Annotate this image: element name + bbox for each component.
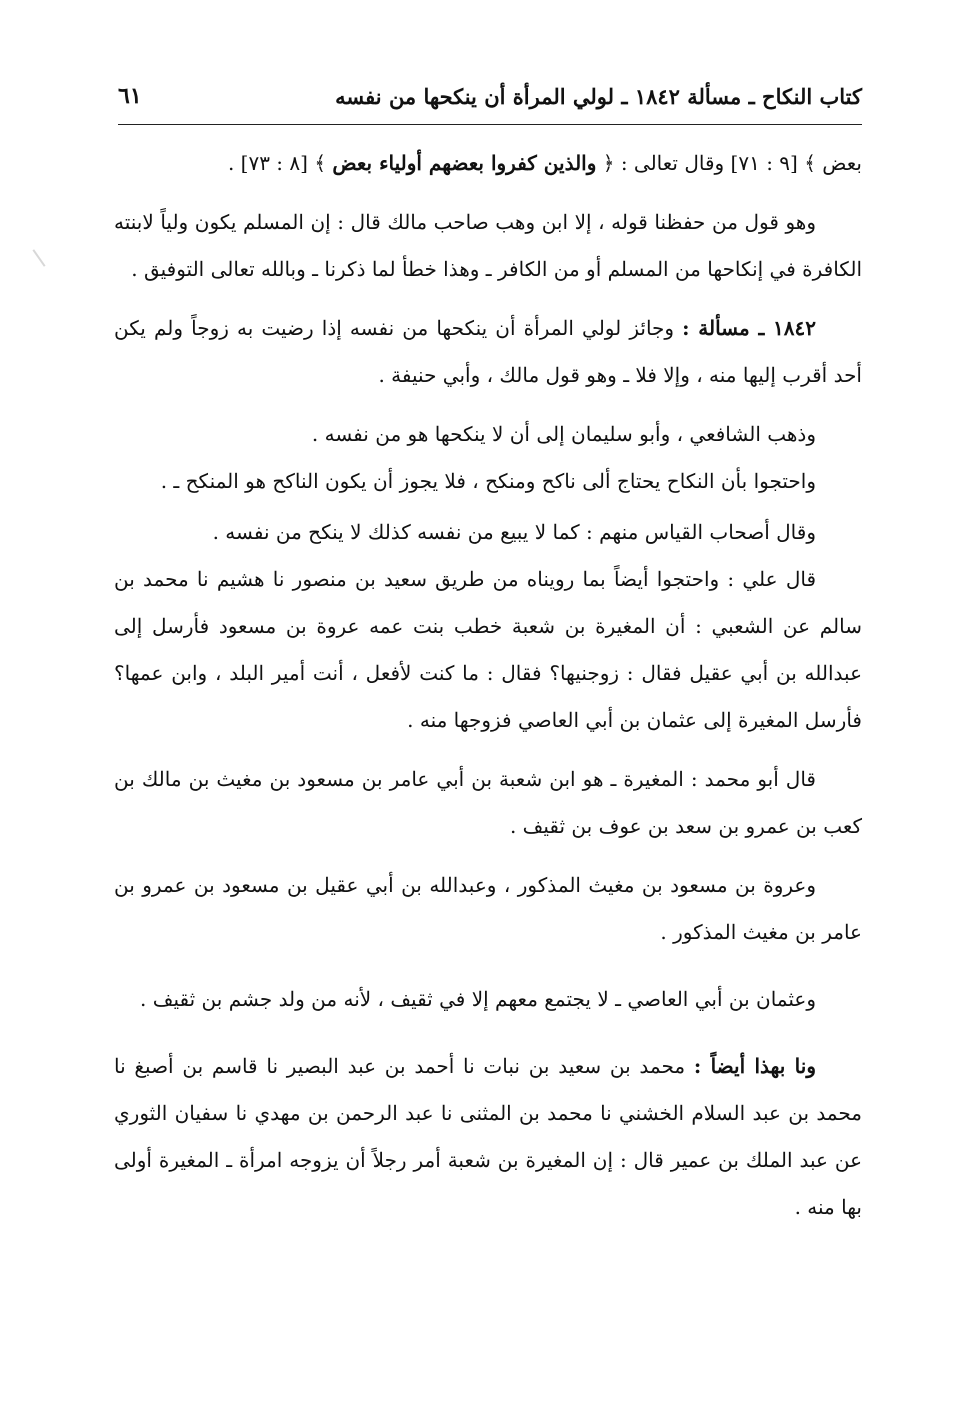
running-title: كتاب النكاح ـ مسألة ١٨٤٢ ـ لولي المرأة أن ينكحها من نفسه xyxy=(335,83,862,109)
paragraph-urwa: وعروة بن مسعود بن مغيث المذكور ، وعبدالله بن أبي عقيل بن مسعود بن عمرو بن عامر بن مغيث المذكور . xyxy=(114,873,862,944)
body-text xyxy=(114,140,862,1231)
paragraph-uthman: وعثمان بن أبي العاصي ـ لا يجتمع معهم إلا في ثقيف ، لأنه من ولد جشم بن ثقيف . xyxy=(140,987,816,1011)
scan-artifact xyxy=(32,249,45,267)
quran-verse: والذين كفروا بعضهم أولياء بعض xyxy=(332,151,597,175)
paragraph-abu-muhammad: قال أبو محمد : المغيرة ـ هو ابن شعبة بن أبي عامر بن مسعود بن مغيث بن مالك بن كعب بن عمرو بن سعد بن عوف بن ثقيف . xyxy=(114,767,862,838)
quran-citation-prefix: بعض ﴾ [٩ : ٧١] وقال تعالى : ﴿ xyxy=(596,151,862,175)
page-number: ٦١ xyxy=(118,83,142,109)
header-divider xyxy=(118,124,862,125)
paragraph-ibn-wahb: وهو قول من حفظنا قوله ، إلا ابن وهب صاحب مالك قال : إن المسلم يكون ولياً لابنته الكافرة في إنكاحها من المسلم أو من الكافر ـ وهذا خطأ لما ذكرنا ـ وبالله تعالى التوفيق . xyxy=(114,210,862,281)
issue-text: وجائز لولي المرأة أن ينكحها من نفسه إذا رضيت به زوجاً ولم يكن أحد أقرب إليها منه ، وإلا فلا ـ وهو قول مالك ، وأبي حنيفة . xyxy=(114,316,862,387)
quran-citation-suffix: ﴾ [٨ : ٧٣] . xyxy=(227,151,333,175)
paragraph-shafii: وذهب الشافعي ، وأبو سليمان إلى أن لا ينكحها هو من نفسه . xyxy=(311,422,816,446)
issue-heading: ١٨٤٢ ـ مسألة : xyxy=(682,316,816,340)
paragraph-quran-citation xyxy=(114,140,862,187)
isnad-text: محمد بن سعيد بن نبات نا أحمد بن عبد البصير نا قاسم بن أصبغ نا محمد بن عبد السلام الخشني نا محمد بن المثنى نا عبد الرحمن بن مهدي نا سفيان الثوري عن عبد الملك بن عمير قال : إن المغيرة بن شعبة أمر رجلاً أن يزوجه امرأة ـ المغيرة أولى بها منه . xyxy=(114,1054,862,1219)
paragraph-issue-1842 xyxy=(114,305,862,399)
paragraph-isnad xyxy=(114,1043,862,1231)
isnad-lead: ونا بهذا أيضاً : xyxy=(693,1054,816,1078)
paragraph-argument: واحتجوا بأن النكاح يحتاج ألى ناكح ومنكح ، فلا يجوز أن يكون الناكح هو المنكح ـ . xyxy=(160,469,816,493)
page-header xyxy=(118,76,862,116)
paragraph-qiyas: وقال أصحاب القياس منهم : كما لا يبيع من نفسه كذلك لا ينكح من نفسه . xyxy=(212,520,816,544)
paragraph-narration: قال علي : واحتجوا أيضاً بما رويناه من طريق سعيد بن منصور نا هشيم نا محمد بن سالم عن الشعبي : أن المغيرة بن شعبة خطب بنت عمه عروة بن مسعود فأرسل إلى عبدالله بن أبي عقيل فقال : زوجنيها؟ فقال : ما كنت لأفعل ، أنت أمير البلد ، وابن عمها؟ فأرسل المغيرة إلى عثمان بن أبي العاصي فزوجها منه . xyxy=(114,567,862,732)
